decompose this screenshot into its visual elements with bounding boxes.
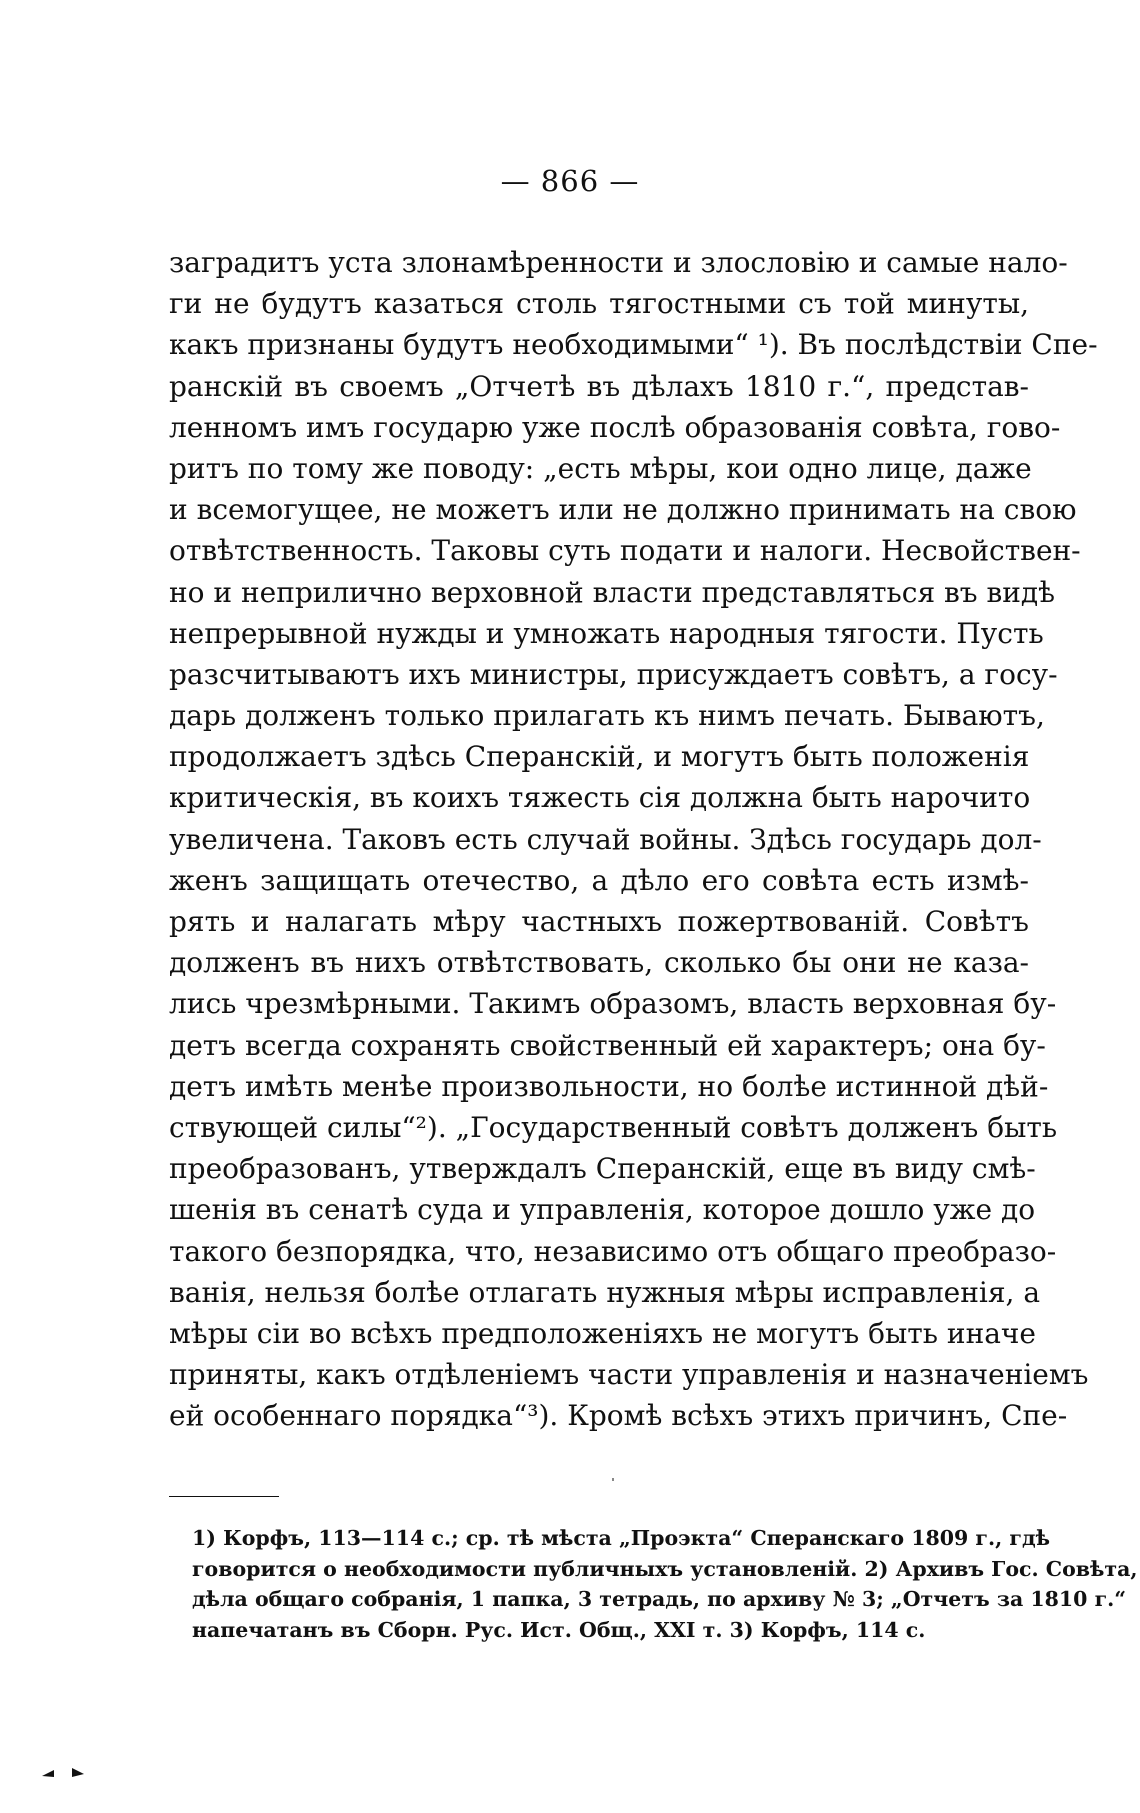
footnote-line: говорится о необходимости публичныхъ установленій. 2) Архивъ Гос. Совѣта, [192,1556,1138,1581]
text-line: какъ признаны будутъ необходимыми“ ¹). Въ послѣдствіи Спе- [169,328,1098,362]
page-number: — 866 — [500,164,640,198]
text-line: мѣры сіи во всѣхъ предположеніяхъ не могутъ быть иначе [169,1316,1037,1350]
text-line: заградитъ уста злонамѣренности и злословію и самые нало- [169,246,1068,279]
text-line: дарь долженъ только прилагать къ нимъ печать. Бываютъ, [169,699,1045,733]
text-line: ствующей силы“²). „Государственный совѣтъ долженъ быть [169,1110,1058,1144]
text-line: и всемогущее, не можетъ или не должно принимать на свою [169,493,1077,527]
text-line: женъ защищать отечество, а дѣло его совѣта есть измѣ- [169,863,1029,897]
text-line: ленномъ имъ государю уже послѣ образованія совѣта, гово- [169,410,1061,444]
text-line: но и неприлично верховной власти представляться въ видѣ [169,575,1056,609]
text-line: увеличена. Таковъ есть случай войны. Здѣсь государь дол- [169,822,1042,856]
text-line: такого безпорядка, что, независимо отъ общаго преобразо- [169,1234,1057,1268]
text-line: отвѣтственность. Таковы суть подати и налоги. Несвойствен- [169,534,1081,568]
text-line: детъ всегда сохранять свойственный ей характеръ; она бу- [169,1028,1046,1062]
text-line: разсчитываютъ ихъ министры, присуждаетъ совѣтъ, а госу- [169,657,1058,691]
text-line: ранскій въ своемъ „Отчетѣ въ дѣлахъ 1810 г.“, представ- [169,369,1029,403]
text-line: лись чрезмѣрными. Такимъ образомъ, власть верховная бу- [169,987,1057,1021]
text-line: критическія, въ коихъ тяжесть сія должна быть нарочито [169,781,1031,815]
text-line: детъ имѣть менѣе произвольности, но болѣе истинной дѣй- [169,1069,1049,1103]
text-line: ритъ по тому же поводу: „есть мѣры, кои одно лице, даже [169,451,1032,485]
text-line: ги не будутъ казаться столь тягостными съ той минуты, [169,287,1029,321]
footnote-divider [169,1496,279,1497]
printer-corner-marks [40,1762,100,1780]
text-line: преобразованъ, утверждалъ Сперанскій, еще въ виду смѣ- [169,1152,1036,1186]
text-line: непрерывной нужды и умножать народныя тягости. Пусть [169,616,1044,650]
speck-mark [612,1478,614,1481]
text-line: ей особеннаго порядка“³). Кромѣ всѣхъ этихъ причинъ, Спе- [169,1399,1068,1433]
text-line: шенія въ сенатѣ суда и управленія, которое дошло уже до [169,1193,1036,1227]
footnote-line: дѣла общаго собранія, 1 папка, 3 тетрадь, по архиву № 3; „Отчетъ за 1810 г.“ [192,1587,1127,1611]
body-text [169,242,1098,1436]
text-line: долженъ въ нихъ отвѣтствовать, сколько бы они не каза- [169,946,1029,980]
footnote-line: 1) Корфъ, 113—114 с.; ср. тѣ мѣста „Проэкта“ Сперанскаго 1809 г., гдѣ [192,1526,1051,1550]
text-line: ванія, нельзя болѣе отлагать нужныя мѣры исправленія, а [169,1275,1041,1309]
text-line: рять и налагать мѣру частныхъ пожертвованій. Совѣтъ [169,905,1029,938]
text-line: приняты, какъ отдѣленіемъ части управленія и назначеніемъ [169,1358,1089,1392]
text-line: продолжаетъ здѣсь Сперанскій, и могутъ быть положенія [169,740,1030,774]
footnote-line: напечатанъ въ Сборн. Рус. Ист. Общ., XXI т. 3) Корфъ, 114 с. [192,1617,926,1642]
footnotes [192,1523,1138,1645]
